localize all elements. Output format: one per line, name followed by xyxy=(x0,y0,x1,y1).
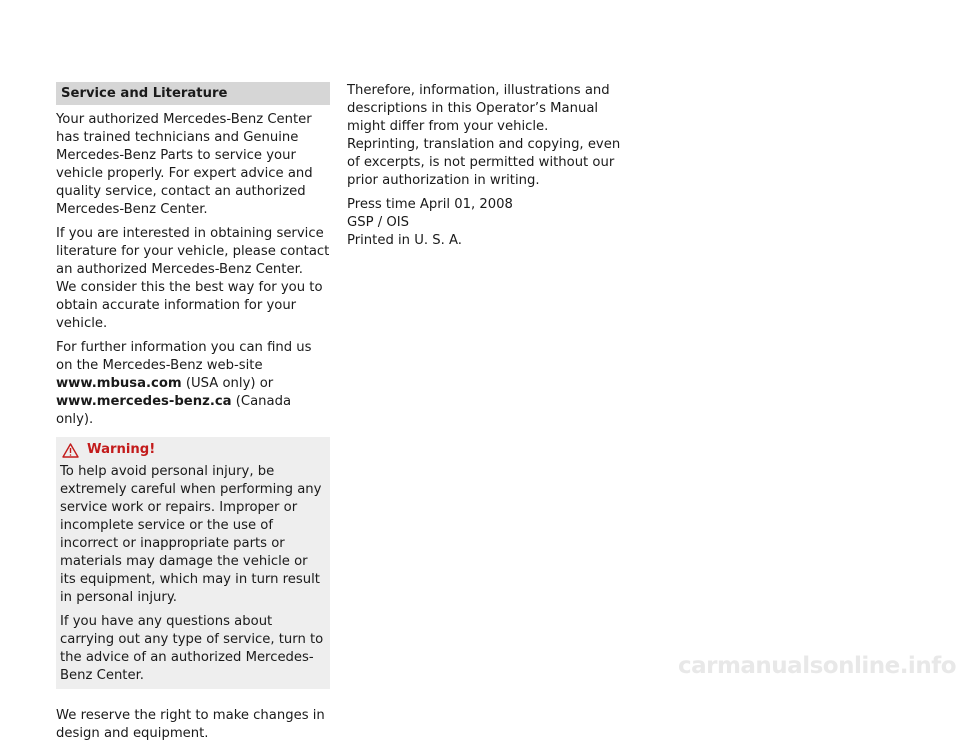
section-header: Service and Literature xyxy=(56,82,330,105)
link-mbusa[interactable]: www.mbusa.com xyxy=(56,376,182,391)
paragraph-differ: Therefore, information, illustrations and descriptions in this Operator’s Manual might differ from your vehicle. xyxy=(347,83,610,134)
paragraph-service: Your authorized Mercedes-Benz Center has trained technicians and Genuine Mercedes-Benz Parts to service your vehicle properly. For expert advice and quality service, contact an authorized Mercedes-Benz Center. xyxy=(56,112,313,217)
printed-in: Printed in U. S. A. xyxy=(347,233,462,248)
press-time: Press time April 01, 2008 xyxy=(347,197,513,212)
link-mercedes-benz-ca[interactable]: www.mercedes-benz.ca xyxy=(56,394,232,409)
watermark-logo: carmanualsonline.info xyxy=(677,653,956,679)
paragraph-changes: We reserve the right to make changes in design and equipment. xyxy=(56,708,325,741)
warning-title-row xyxy=(62,441,326,459)
warning-triangle-icon xyxy=(62,443,79,458)
warning-box xyxy=(56,437,330,689)
paragraph-literature: If you are interested in obtaining service literature for your vehicle, please contact an authorized Mercedes-Benz Center. xyxy=(56,226,330,277)
print-code: GSP / OIS xyxy=(347,215,410,230)
warning-text-1: To help avoid personal injury, be extremely careful when performing any service work or repairs. Improper or incomplete service or the use of incorrect or inappropriate parts or materials may damage the vehicle or its equipment, which may in turn result in personal injury. xyxy=(60,464,322,605)
web-text-prefix: For further information you can find us on the Mercedes-Benz web-site xyxy=(56,340,312,373)
paragraph-web xyxy=(56,339,330,429)
web-text-suffix: (Canada only). xyxy=(56,394,292,427)
warning-text-2: If you have any questions about carrying out any type of service, turn to the advice of an authorized Mercedes-Benz Center. xyxy=(60,614,324,683)
paragraph-best-way: We consider this the best way for you to obtain accurate information for your vehicle. xyxy=(56,280,323,331)
warning-title: Warning! xyxy=(87,442,156,457)
web-text-mid: (USA only) or xyxy=(181,376,274,391)
paragraph-reprinting: Reprinting, translation and copying, even of excerpts, is not permitted without our prior authorization in writing. xyxy=(347,137,621,188)
right-column xyxy=(347,82,632,250)
left-column xyxy=(56,82,330,749)
